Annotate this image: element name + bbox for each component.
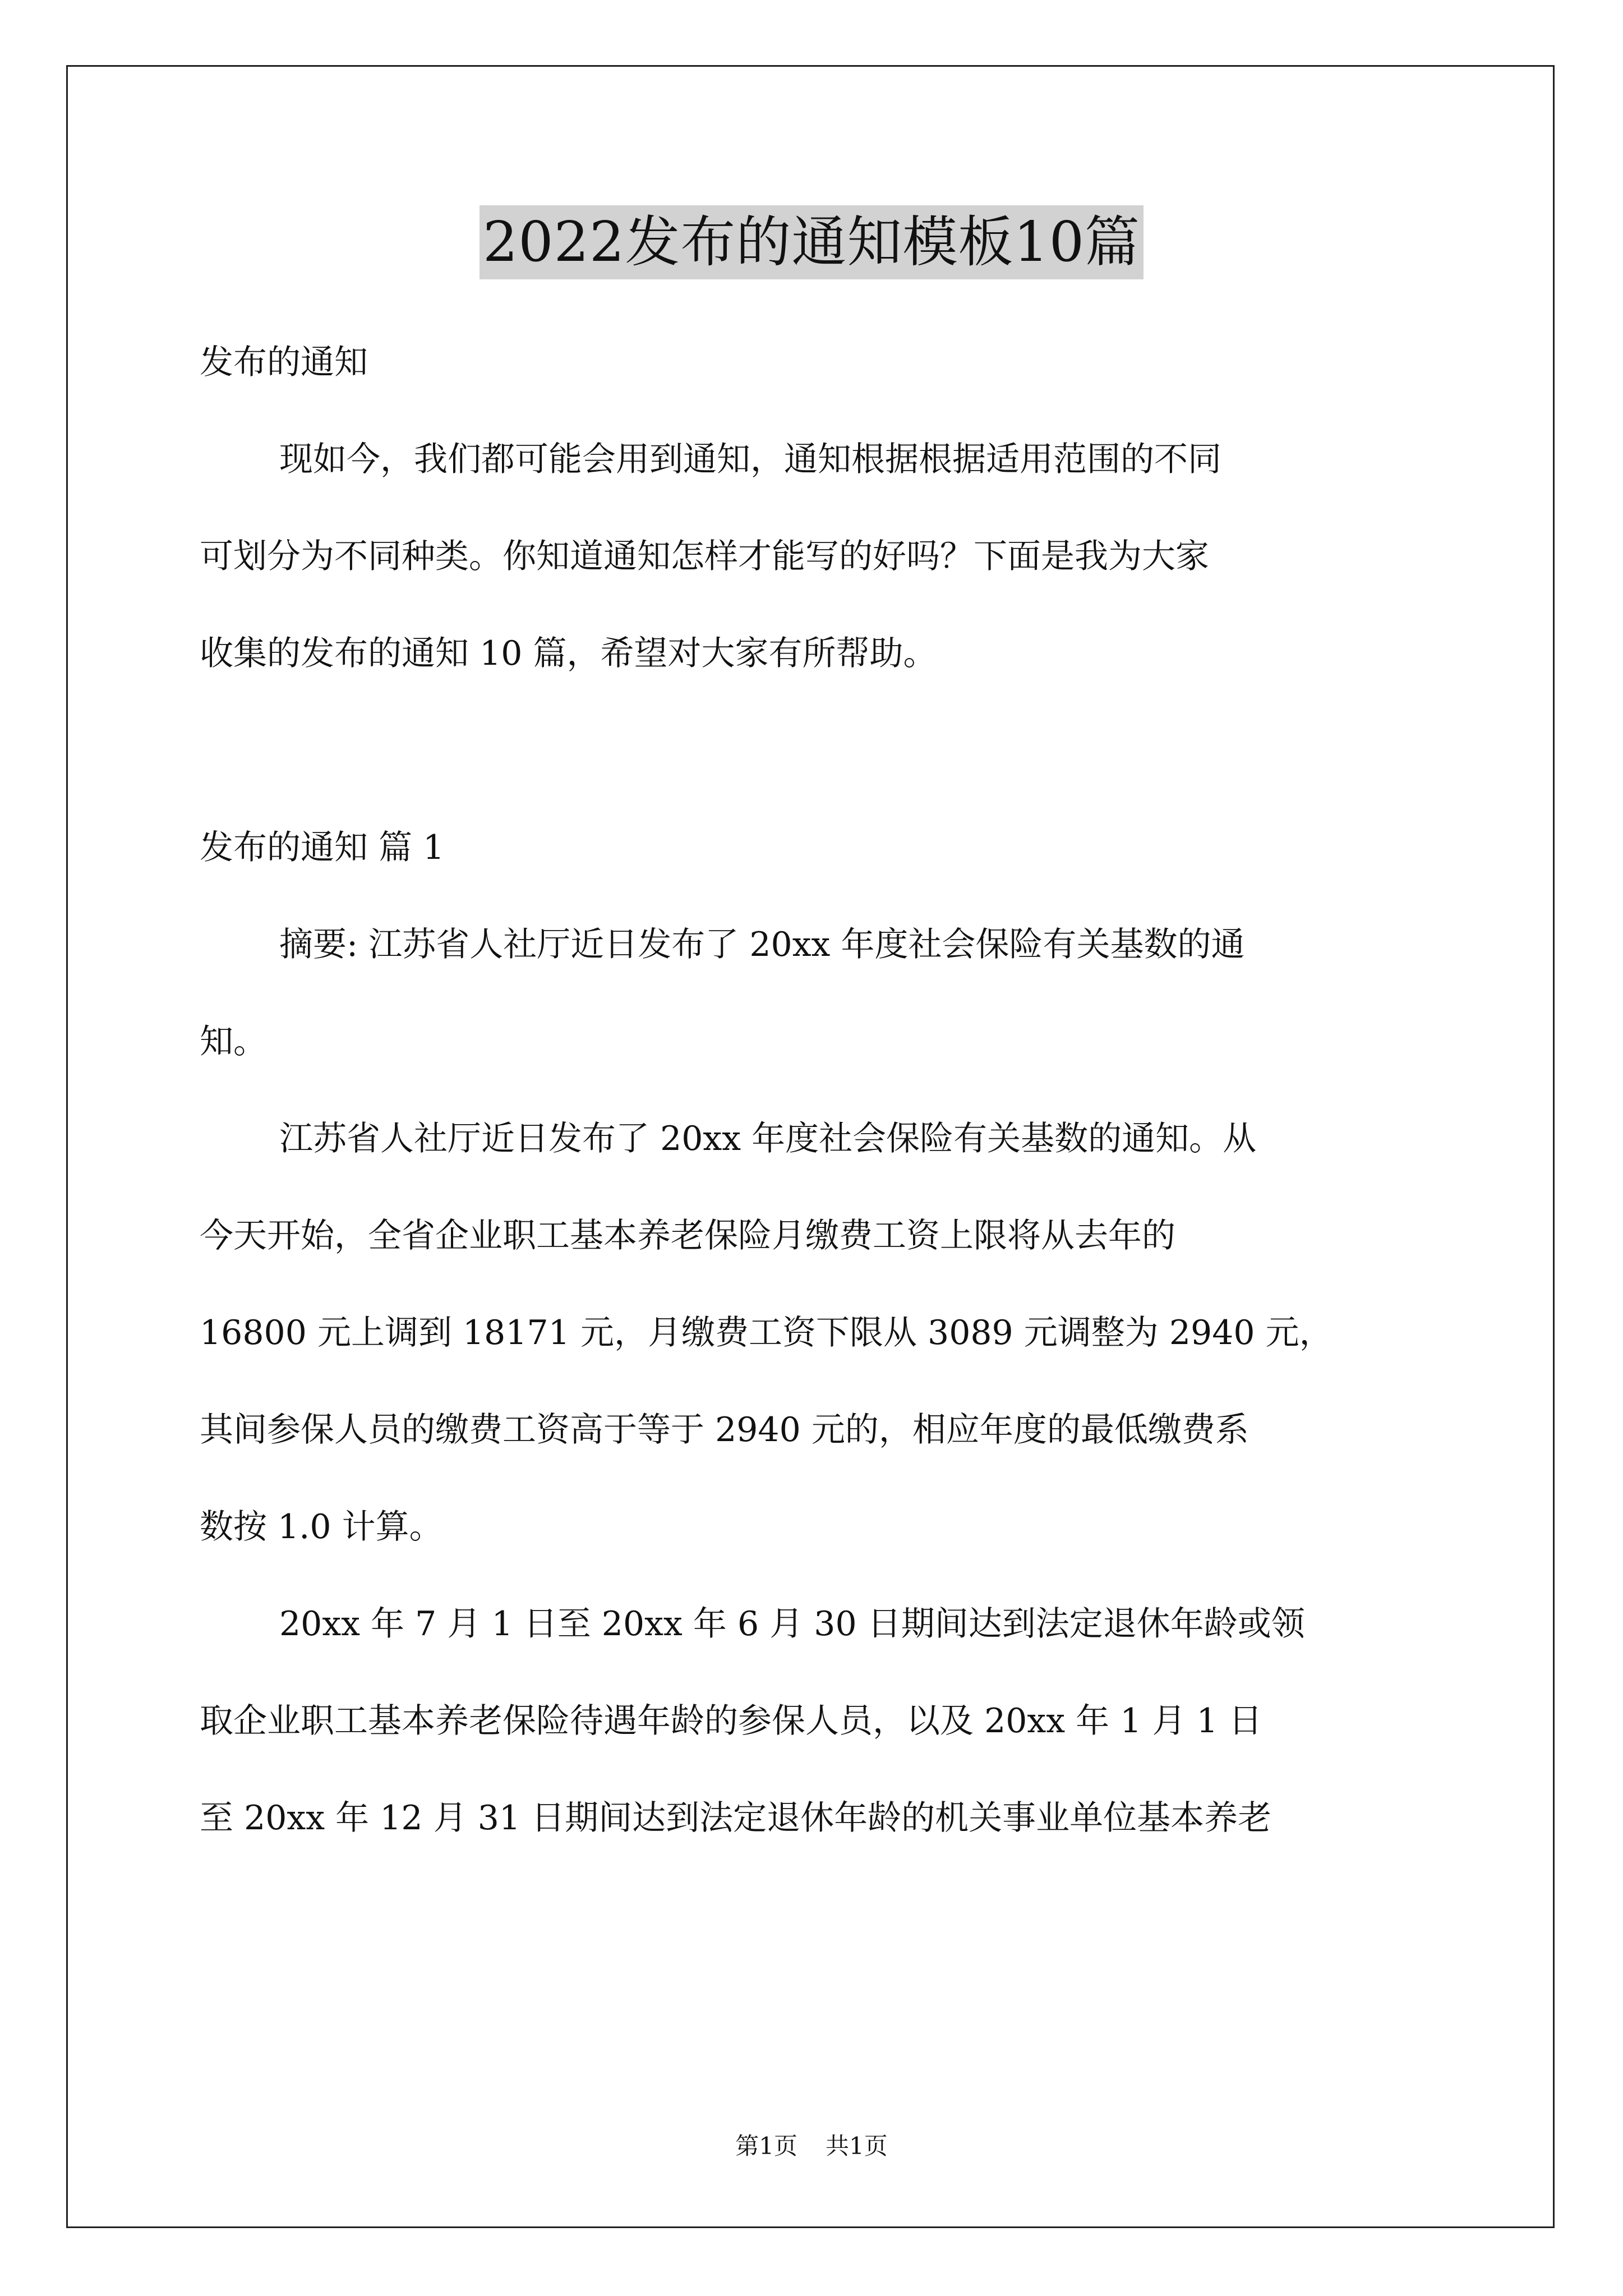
document-title: 2022发布的通知模板10篇 bbox=[479, 205, 1144, 279]
blank-line bbox=[200, 702, 1433, 799]
page-footer bbox=[0, 2129, 1623, 2163]
paragraph-line: 20xx 年 7 月 1 日至 20xx 年 6 月 30 日期间达到法定退休年龄或领 bbox=[279, 1604, 1305, 1644]
article-heading: 发布的通知 篇 1 bbox=[200, 828, 445, 867]
paragraph-line: 至 20xx 年 12 月 31 日期间达到法定退休年龄的机关事业单位基本养老 bbox=[200, 1798, 1272, 1838]
page-number-current: 第1页 bbox=[735, 2132, 797, 2160]
paragraph-line: 16800 元上调到 18171 元，月缴费工资下限从 3089 元调整为 2940 元， bbox=[200, 1313, 1333, 1352]
document-body bbox=[200, 314, 1433, 1867]
intro-line: 现如今，我们都可能会用到通知，通知根据根据适用范围的不同 bbox=[279, 440, 1221, 479]
intro-line: 可划分为不同种类。你知道通知怎样才能写的好吗？下面是我为大家 bbox=[200, 537, 1209, 576]
title-wrap bbox=[0, 205, 1623, 279]
summary-line: 摘要: 江苏省人社厅近日发布了 20xx 年度社会保险有关基数的通 bbox=[279, 925, 1245, 964]
paragraph-line: 数按 1.0 计算。 bbox=[200, 1507, 443, 1547]
intro-line: 收集的发布的通知 10 篇，希望对大家有所帮助。 bbox=[200, 634, 937, 673]
page-number-total: 共1页 bbox=[826, 2132, 888, 2160]
paragraph-line: 其间参保人员的缴费工资高于等于 2940 元的，相应年度的最低缴费系 bbox=[200, 1410, 1249, 1450]
summary-line: 知。 bbox=[200, 1022, 267, 1061]
section-heading: 发布的通知 bbox=[200, 343, 368, 382]
paragraph-line: 江苏省人社厅近日发布了 20xx 年度社会保险有关基数的通知。从 bbox=[279, 1119, 1257, 1158]
paragraph-line: 今天开始，全省企业职工基本养老保险月缴费工资上限将从去年的 bbox=[200, 1216, 1175, 1255]
paragraph-line: 取企业职工基本养老保险待遇年龄的参保人员，以及 20xx 年 1 月 1 日 bbox=[200, 1701, 1262, 1741]
